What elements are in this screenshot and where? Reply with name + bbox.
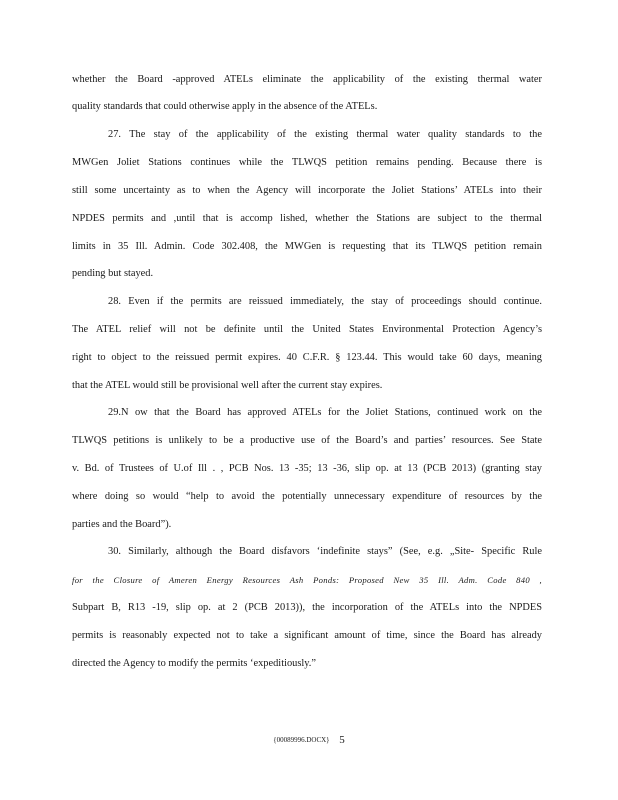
document-id: {00089996.DOCX}	[273, 736, 330, 744]
paragraph-27-start: 27. The stay of the applicability of the existing thermal water quality standards to the	[108, 129, 542, 140]
text-line: The ATEL relief will not be definite until the United States Environmental Protection Agency’s	[72, 324, 542, 335]
paragraph-30-start: 30. Similarly, although the Board disfavors ‘indefinite stays” (See, e.g. „Site- Specific Rule	[108, 546, 542, 557]
text-line: permits is reasonably expected not to take a significant amount of time, since the Board has already	[72, 630, 542, 641]
text-line: limits in 35 Ill. Admin. Code 302.408, the MWGen is requesting that its TLWQS petition remain	[72, 241, 542, 252]
text-line: v. Bd. of Trustees of U.of Ill . , PCB Nos. 13 -35; 13 -36, slip op. at 13 (PCB 2013) (granting stay	[72, 463, 542, 474]
paragraph-28-start: 28. Even if the permits are reissued immediately, the stay of proceedings should continue.	[108, 296, 542, 307]
page-footer	[0, 734, 618, 746]
text-line: NPDES permits and ,until that is accomp lished, whether the Stations are subject to the thermal	[72, 213, 542, 224]
paragraph-29-start: 29.N ow that the Board has approved ATELs for the Joliet Stations, continued work on the	[108, 407, 542, 418]
citation-line: for the Closure of Ameren Energy Resources Ash Ponds: Proposed New 35 Ill. Adm. Code 840 ,	[72, 575, 542, 585]
text-line: pending but stayed.	[72, 268, 154, 279]
text-line: that the ATEL would still be provisional well after the current stay expires.	[72, 380, 383, 391]
text-line: TLWQS petitions is unlikely to be a productive use of the Board’s and parties’ resources. See State	[72, 435, 542, 446]
text-line: right to object to the reissued permit expires. 40 C.F.R. § 123.44. This would take 60 days, meaning	[72, 352, 542, 363]
text-line: still some uncertainty as to when the Agency will incorporate the Joliet Stations’ ATELs into their	[72, 185, 542, 196]
text-line: where doing so would “help to avoid the potentially unnecessary expenditure of resources by the	[72, 491, 542, 502]
text-line: whether the Board -approved ATELs eliminate the applicability of the existing thermal water	[72, 74, 542, 85]
text-line: directed the Agency to modify the permits ‘expeditiously.”	[72, 658, 317, 669]
text-line: quality standards that could otherwise apply in the absence of the ATELs.	[72, 101, 378, 112]
text-line: MWGen Joliet Stations continues while the TLWQS petition remains pending. Because there is	[72, 157, 542, 168]
text-line: Subpart B, R13 -19, slip op. at 2 (PCB 2013)), the incorporation of the ATELs into the NPDES	[72, 602, 542, 613]
page-number: 5	[339, 734, 345, 746]
text-line: parties and the Board”).	[72, 519, 172, 530]
